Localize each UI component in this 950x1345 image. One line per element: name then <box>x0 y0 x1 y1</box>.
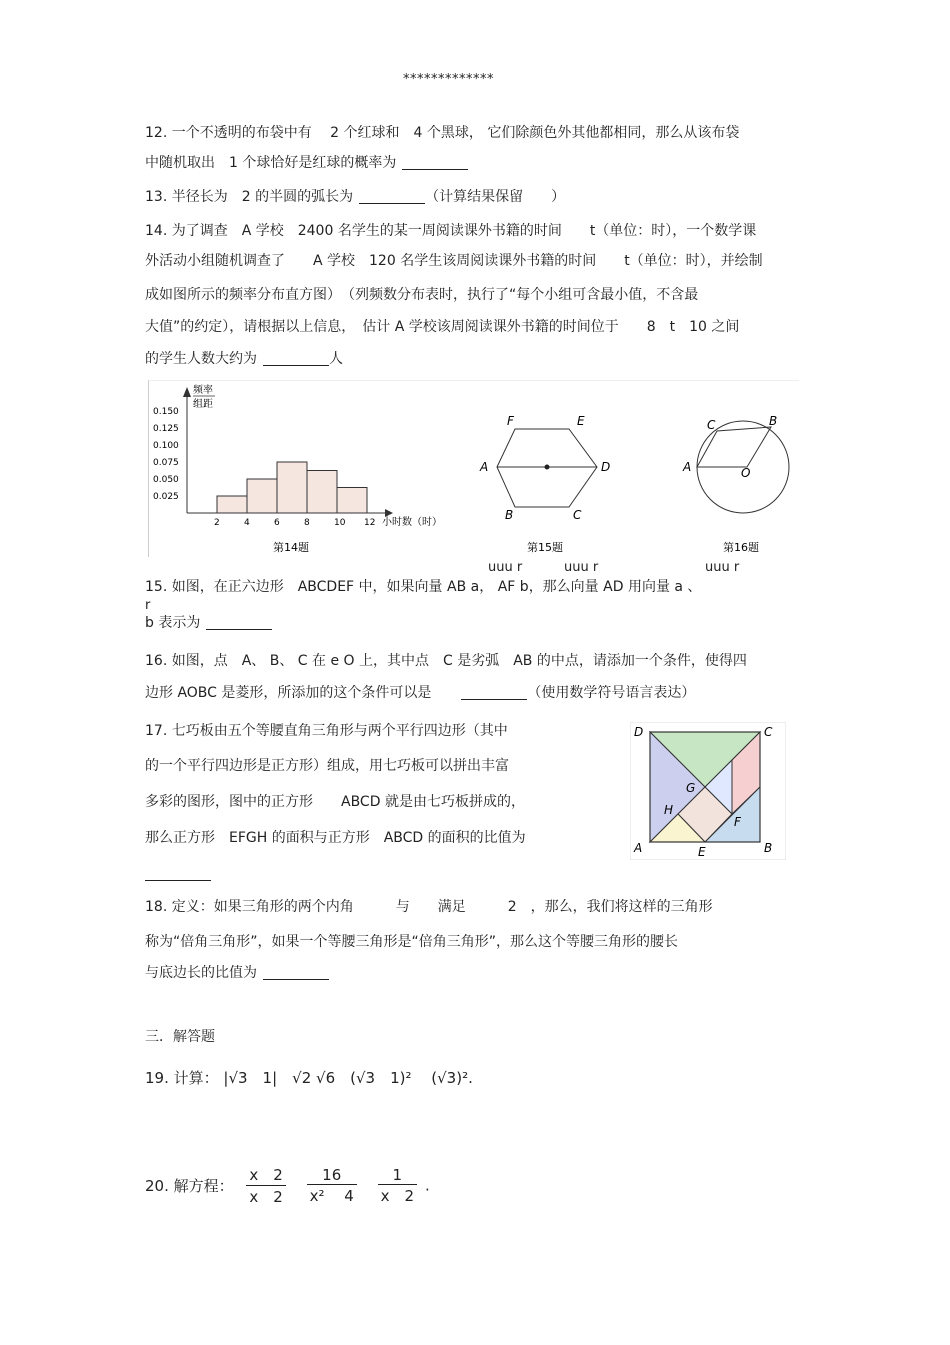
fig14-ytick-label: 0.050 <box>153 475 179 485</box>
fig14-ylabel-bottom: 组距 <box>193 399 213 410</box>
fig14-ytick-label: 0.125 <box>153 424 179 434</box>
q15-vector-AF: AF <box>497 579 516 595</box>
q17-line2: 的一个平行四边形是正方形）组成，用七巧板可以拼出丰富 <box>145 758 509 774</box>
q15-text-a: 15. 如图，在正六边形 ABCDEF 中，如果向量 <box>145 579 443 595</box>
q18-line2: 称为“倍角三角形”，如果一个等腰三角形是“倍角三角形”，那么这个等腰三角形的腰长 <box>145 934 679 950</box>
fig14-ytick-label: 0.100 <box>153 441 179 451</box>
fig14-bars <box>217 462 367 513</box>
fig14-xtick-label: 2 <box>214 518 220 528</box>
q20 <box>145 1164 430 1207</box>
q19-label: 19. 计算： <box>145 1069 219 1087</box>
hex-label-B: B <box>505 508 514 522</box>
q15-b: b <box>519 579 529 595</box>
q14-line4: 大值”的约定），请根据以上信息， 估计 A 学校该周阅读课外书籍的时间位于 8 t 10 之间 <box>145 319 740 335</box>
q14-line3: 成如图所示的频率分布直方图） （列频数分布表时，执行了“每个小组可含最小值，不含最 <box>145 287 699 303</box>
fig14-ytick-label: 0.025 <box>153 492 179 502</box>
q13-tail: （计算结果保留 ） <box>425 189 566 205</box>
q16-line2-text: 边形 AOBC 是菱形，所添加的这个条件可以是 <box>145 685 432 701</box>
q15-line2-text: b 表示为 <box>145 615 201 631</box>
hex-label-A: A <box>480 460 489 474</box>
q15-arrow-ab: uuu r <box>488 560 523 575</box>
q13-answer-blank[interactable] <box>359 189 425 204</box>
q16-line1: 16. 如图，点 A、 B、 C 在 e O 上，其中点 C 是劣弧 AB 的中点，请添加一个条件，使得四 <box>145 653 747 669</box>
q18-line3-text: 与底边长的比值为 <box>145 965 257 981</box>
q12-line2-text: 中随机取出 1 个球恰好是红球的概率为 <box>145 155 397 171</box>
q14-unit: 人 <box>329 351 343 367</box>
hex-label-E: E <box>577 414 585 428</box>
rhombus-AOBC <box>697 427 771 467</box>
tangram-label-F: F <box>734 815 741 829</box>
fig14-histogram <box>153 383 442 554</box>
circ-label-C: C <box>707 418 716 432</box>
section-title: 三．解答题 <box>145 1029 215 1045</box>
q17-line1: 17. 七巧板由五个等腰直角三角形与两个平行四边形（其中 <box>145 723 508 739</box>
hexagon-center-dot <box>545 465 550 470</box>
fig14-x-arrow <box>385 509 393 517</box>
tangram-label-G: G <box>686 781 696 795</box>
q15-arrow-af: uuu r <box>564 560 599 575</box>
q15-arrow-ad: uuu r <box>705 560 740 575</box>
fig14-bar-4-6 <box>247 479 277 513</box>
fig14-ytick-label: 0.150 <box>153 407 179 417</box>
tangram-label-D: D <box>634 725 644 739</box>
fig14-bar-8-10 <box>307 471 337 514</box>
circ-label-B: B <box>769 414 778 428</box>
fig15-caption: 第15题 <box>527 541 563 554</box>
q19-expression: |√3 1| √2 √6 (√3 1)² (√3)². <box>223 1069 473 1087</box>
fig14-bar-2-4 <box>217 496 247 513</box>
q16-answer-blank[interactable] <box>461 685 527 700</box>
q20-label: 20. 解方程： <box>145 1177 234 1195</box>
fig14-ytick-label: 0.075 <box>153 458 179 468</box>
tangram-figure <box>630 722 786 860</box>
header-stars: ************* <box>403 72 494 87</box>
fig14-y-arrow <box>183 387 191 397</box>
q14-line5-text: 的学生人数大约为 <box>145 351 257 367</box>
q14-line2: 外活动小组随机调查了 A 学校 120 名学生该周阅读课外书籍的时间 t（单位：时），并绘制 <box>145 253 763 269</box>
q18-line3 <box>145 962 329 982</box>
q15-text-b: ，那么向量 <box>528 579 599 595</box>
q15-line1: 15. 如图，在正六边形 ABCDEF 中，如果向量 AB a， AF b，那么向量 AD 用向量 a 、 <box>145 579 702 595</box>
hex-label-C: C <box>573 508 582 522</box>
fig15-hexagon <box>479 414 610 554</box>
circ-label-A: A <box>683 460 692 474</box>
q15-vector-AD: AD <box>603 579 624 595</box>
q20-fraction-2: $\frac{16}{\text{x² 4}}$ <box>307 1166 357 1206</box>
q17-answer-blank[interactable] <box>145 866 211 882</box>
q15-text-c: 用向量 a 、 <box>627 579 702 595</box>
q12-line2 <box>145 152 468 172</box>
hex-label-D: D <box>601 460 611 474</box>
q20-fraction-1: $\frac{x 2}{x 2}$ <box>246 1164 285 1207</box>
tangram-label-H: H <box>664 803 674 817</box>
q15-a: a <box>470 579 480 595</box>
q14-line1: 14. 为了调查 A 学校 2400 名学生的某一周阅读课外书籍的时间 t（单位：时），一个数学课 <box>145 223 757 239</box>
figures-svg <box>149 381 799 557</box>
q12-answer-blank[interactable] <box>402 155 468 170</box>
q14-line5 <box>145 348 343 368</box>
fig16-circle <box>682 414 789 554</box>
circ-label-O: O <box>741 466 751 480</box>
hex-label-F: F <box>507 414 514 428</box>
fig14-xtick-label: 6 <box>274 518 280 528</box>
q18-line1: 18. 定义：如果三角形的两个内角 与 满足 2 ，那么，我们将这样的三角形 <box>145 899 713 915</box>
q12-line1: 12. 一个不透明的布袋中有 2 个红球和 4 个黑球， 它们除颜色外其他都相同，那么从该布袋 <box>145 125 740 141</box>
q17-line4: 那么正方形 EFGH 的面积与正方形 ABCD 的面积的比值为 <box>145 830 526 846</box>
fig16-caption: 第16题 <box>723 541 759 554</box>
q15-line2 <box>145 612 272 632</box>
q16-tail: （使用数学符号语言表达） <box>527 685 696 701</box>
q20-fraction-3: $\frac{1}{x 2}$ <box>378 1166 417 1206</box>
fig14-yticks <box>153 407 179 502</box>
fig14-xtick-label: 10 <box>334 518 346 528</box>
fig14-caption: 第14题 <box>273 541 309 554</box>
figures-panel <box>148 380 799 557</box>
fig14-ylabel-top: 频率 <box>193 385 213 396</box>
fig14-bar-10-12 <box>337 488 367 514</box>
fig14-xtick-label: 8 <box>304 518 310 528</box>
q13 <box>145 186 565 206</box>
tangram-label-B: B <box>764 841 773 855</box>
q18-answer-blank[interactable] <box>263 965 329 980</box>
tangram-label-E: E <box>698 845 706 859</box>
tangram-label-A: A <box>634 841 643 855</box>
fig14-xticks <box>214 518 375 528</box>
q19 <box>145 1067 473 1088</box>
q13-text: 13. 半径长为 2 的半圆的弧长为 <box>145 189 354 205</box>
q16-line2 <box>145 682 695 702</box>
q20-end: . <box>425 1176 430 1195</box>
tangram-label-C: C <box>764 725 773 739</box>
q17-line3: 多彩的图形，图中的正方形 ABCD 就是由七巧板拼成的， <box>145 794 525 810</box>
q15-r-mark: r <box>145 598 151 613</box>
q15-vector-AB: AB <box>447 579 467 595</box>
fig14-xtick-label: 4 <box>244 518 250 528</box>
q15-answer-blank[interactable] <box>206 615 272 630</box>
fig14-bar-6-8 <box>277 462 307 513</box>
q14-answer-blank[interactable] <box>263 351 329 366</box>
fig14-xtick-label: 12 <box>364 518 376 528</box>
fig14-xlabel: 小时数（时） <box>382 517 442 528</box>
